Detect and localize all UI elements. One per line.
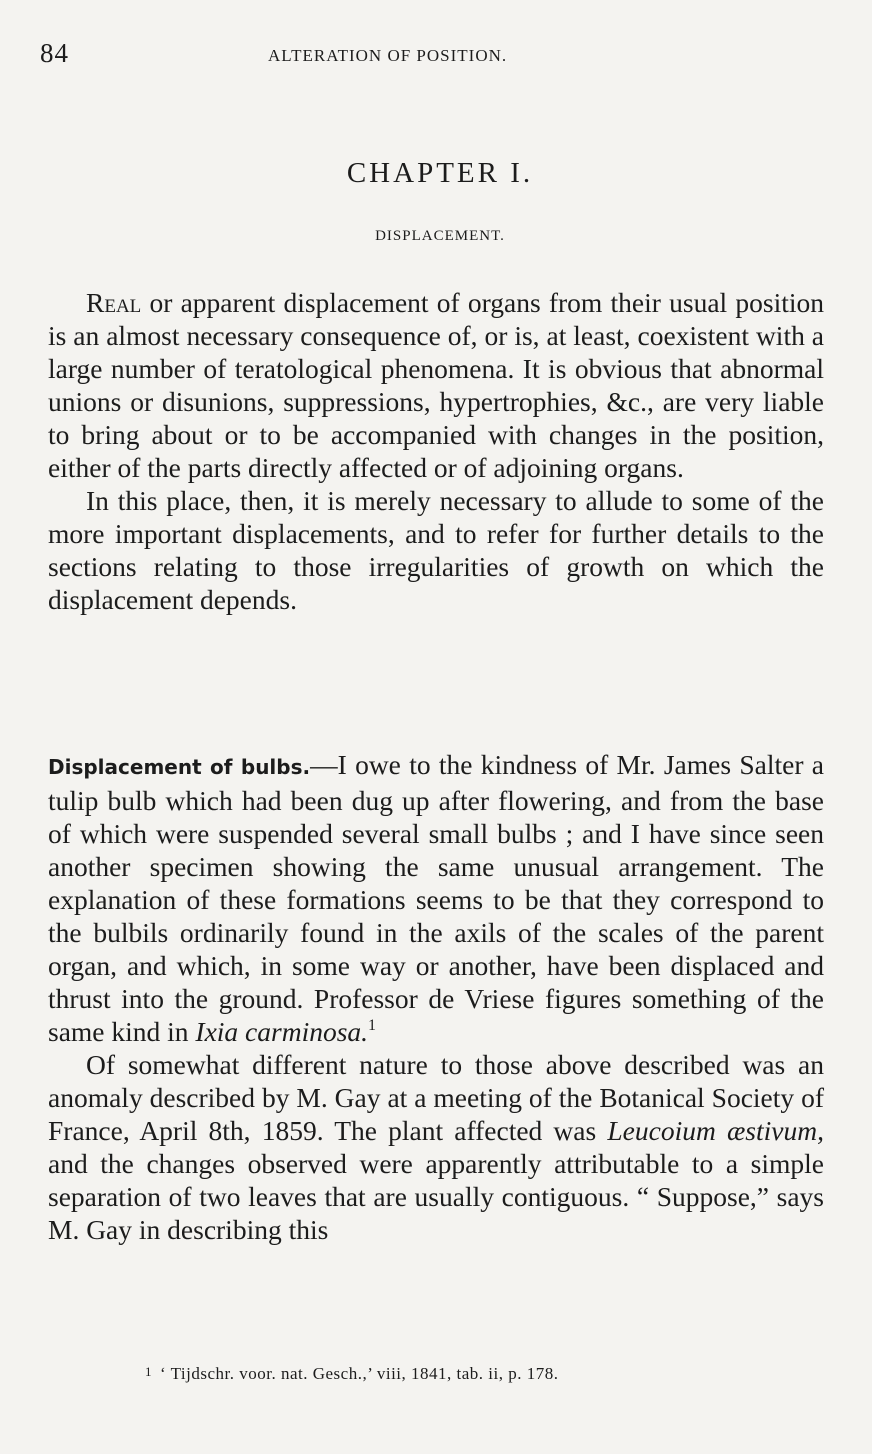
chapter-subtitle: DISPLACEMENT.	[375, 228, 505, 244]
footnote-number: 1	[145, 1364, 152, 1379]
paragraph-3-text: —I owe to the kindness of Mr. James Salter a tulip bulb which had been dug up after flowering, and from the base of which were suspended several small bulbs ; and I have since seen another specimen showing the same unusual arrangement. The explanation of these formations seems to be that they correspond to the bulbils ordinarily found in the axils of the scales of the parent organ, and which, in some way or another, have been displaced and thrust into the ground. Professor de Vriese figures something of the same kind in	[48, 749, 824, 1047]
side-heading-displacement-of-bulbs: Displacement of bulbs.	[48, 755, 311, 779]
paragraph-4	[48, 1048, 824, 1246]
paragraph-4-text-before: Of somewhat different nature to those above described was an anomaly described by M. Gay at a meeting of the Botanical Society of France, April 8th, 1859. The plant affected was	[48, 1049, 824, 1146]
paragraph-4-text-after: and the changes observed were apparently attributable to a simple separation of two leaves that are usually contiguous. “ Suppose,” says M. Gay in describing this	[48, 1148, 824, 1245]
species-ixia-carminosa: Ixia carminosa.	[195, 1016, 369, 1047]
footnote-text: ‘ Tijdschr. voor. nat. Gesch.,’ viii, 1841, tab. ii, p. 178.	[160, 1364, 559, 1383]
running-header	[40, 38, 832, 78]
chapter-title: CHAPTER I.	[346, 157, 534, 189]
paragraph-2-text: In this place, then, it is merely necessary to allude to some of the more important displacements, and to refer for further details to the sections relating to those irregularities of growth on which the displacement depends.	[48, 485, 824, 615]
paragraph-3	[48, 748, 824, 1048]
paragraph-2	[48, 484, 824, 616]
paragraph-1-lead-word: Real	[86, 287, 142, 318]
bulbs-section	[48, 748, 824, 1246]
page-number: 84	[40, 38, 69, 68]
paragraph-1	[48, 286, 824, 484]
intro-section	[48, 286, 824, 616]
footnote-reference-mark: 1	[368, 1017, 377, 1034]
running-title: ALTERATION OF POSITION.	[268, 46, 508, 65]
species-leucoium-aestivum: Leucoium æstivum,	[607, 1115, 824, 1146]
footnote	[145, 1364, 558, 1384]
paragraph-1-text: or apparent displacement of organs from their usual position is an almost necessary consequence of, or is, at least, coexistent with a large number of teratological phenomena. It is obvious that abnormal unions or disunions, suppressions, hypertrophies, &c., are very liable to bring about or to be accompanied with changes in the position, either of the parts directly affected or of adjoining organs.	[48, 287, 824, 483]
